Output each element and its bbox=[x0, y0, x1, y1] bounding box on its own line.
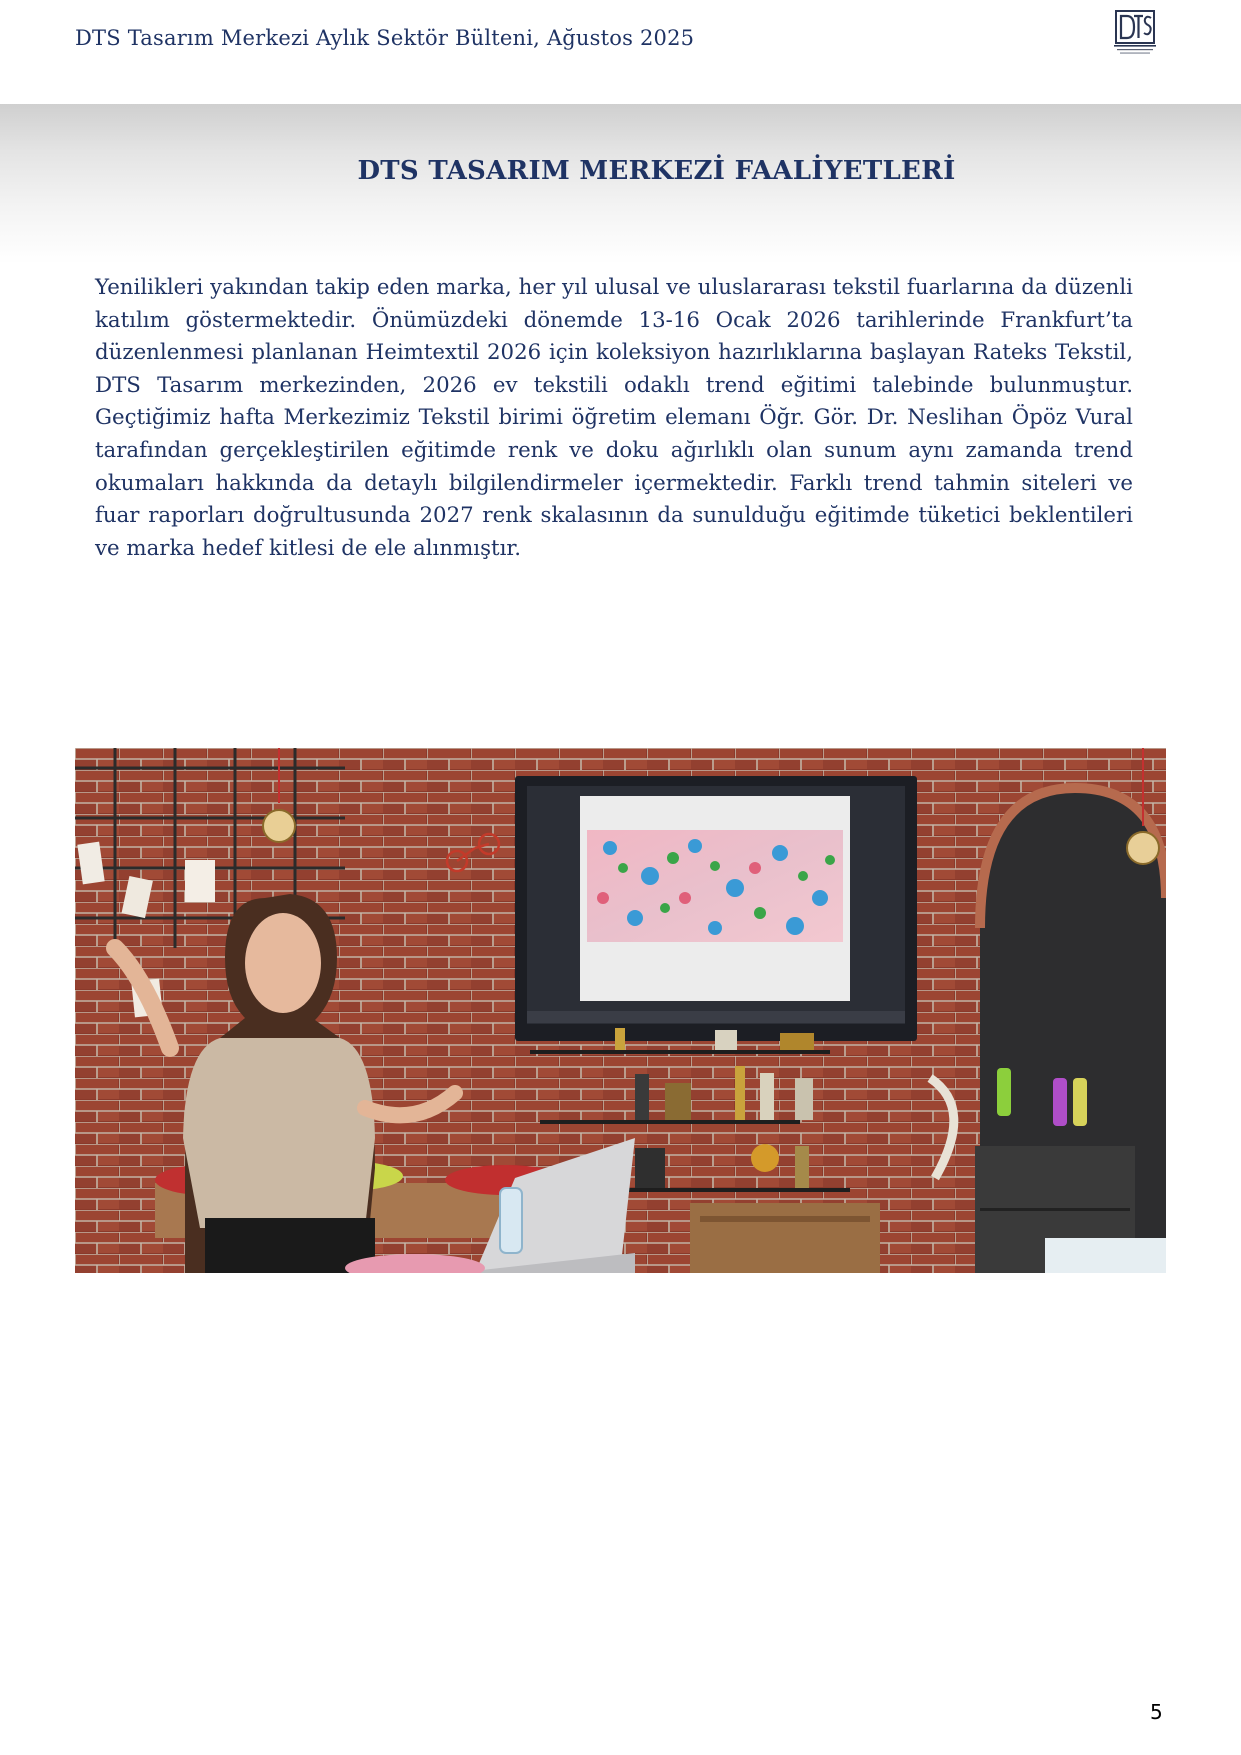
body-paragraph: Yenilikleri yakından takip eden marka, her yıl ulusal ve uluslararası tekstil fuarlarına da düzenli katılım göstermektedir. Önümüzdeki dönemde 13-16 Ocak 2026 tarihlerinde Frankfurt’ta düzenlenmesi planlanan Heimtextil 2026 için koleksiyon hazırlıklarına başlayan Rateks Tekstil, DTS Tasarım merkezinden, 2026 ev tekstili odaklı trend eğitimi talebinde bulunmuştur. Geçtiğimiz hafta Merkezimiz Tekstil birimi öğretim elemanı Öğr. Gör. Dr. Neslihan Öpöz Vural tarafından gerçekleştirilen eğitimde renk ve doku ağırlıklı olan sunum aynı zamanda trend okumaları hakkında da detaylı bilgilendirmeler içermektedir. Farklı trend tahmin siteleri ve fuar raporları doğrultusunda 2027 renk skalasının da sunulduğu eğitimde tüketici beklentileri ve marka hedef kitlesi de ele alınmıştır. bbox=[95, 275, 1133, 561]
training-event-photo bbox=[75, 748, 1166, 1273]
document-header-title: DTS Tasarım Merkezi Aylık Sektör Bülteni, Ağustos 2025 bbox=[75, 26, 695, 50]
page-number: 5 bbox=[1150, 1700, 1163, 1724]
section-title: DTS TASARIM MERKEZİ FAALİYETLERİ bbox=[357, 156, 956, 186]
dts-logo-icon bbox=[1110, 8, 1160, 56]
